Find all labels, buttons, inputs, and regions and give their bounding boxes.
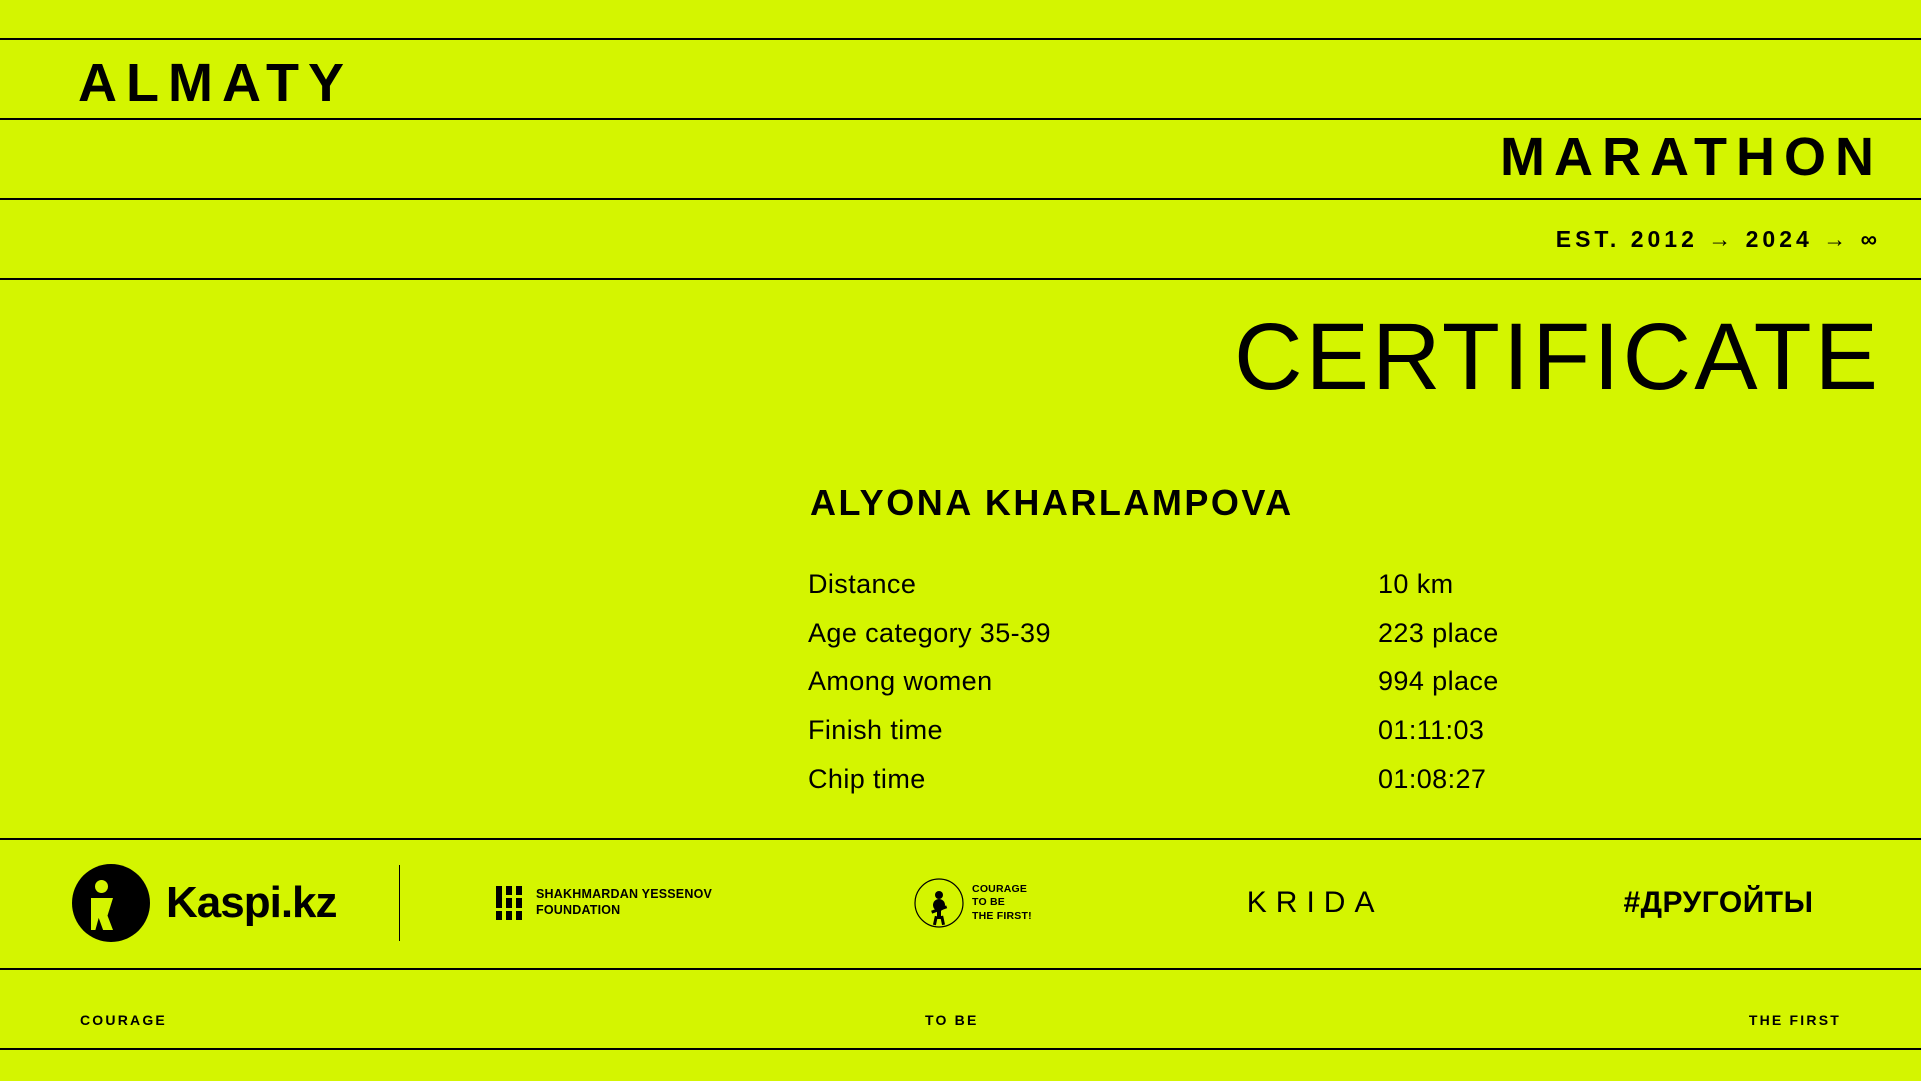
footer xyxy=(0,1012,1921,1028)
vertical-divider xyxy=(399,865,401,941)
sponsor-kaspi-label: Kaspi.kz xyxy=(166,878,337,927)
footer-center: TO BE xyxy=(925,1012,979,1028)
result-value: 01:11:03 xyxy=(1378,715,1485,746)
sponsor-strip xyxy=(0,838,1921,968)
divider-line xyxy=(0,118,1921,120)
kaspi-logo-icon xyxy=(72,864,150,942)
page-title: CERTIFICATE xyxy=(1233,304,1881,410)
courage-line1: COURAGE xyxy=(972,882,1028,895)
sponsor-courage-fund xyxy=(912,876,1032,930)
result-label: Finish time xyxy=(808,715,943,746)
result-label: Among women xyxy=(808,666,993,697)
athlete-name: ALYONA KHARLAMPOVA xyxy=(810,482,1294,523)
sponsor-yessenov xyxy=(496,886,712,920)
result-label: Age category 35-39 xyxy=(808,617,1051,648)
table-row xyxy=(808,667,1638,697)
sponsor-hashtag-label: #ДРУГОЙТЫ xyxy=(1623,886,1814,919)
table-row xyxy=(808,765,1638,795)
table-row xyxy=(808,570,1638,600)
sponsor-yessenov-line2: FOUNDATION xyxy=(536,903,621,917)
sponsor-yessenov-line1: SHAKHMARDAN YESSENOV xyxy=(536,887,713,902)
divider-line xyxy=(0,1048,1921,1050)
sponsor-krida-label: KRIDA xyxy=(1246,886,1384,919)
sponsor-kaspi xyxy=(72,864,337,942)
brand-almaty: ALMATY xyxy=(78,53,353,113)
table-row xyxy=(808,619,1638,649)
divider-line xyxy=(0,968,1921,970)
results-table xyxy=(808,570,1638,813)
result-value: 10 km xyxy=(1378,569,1454,599)
result-value: 01:08:27 xyxy=(1378,763,1487,794)
courage-fund-logo-icon xyxy=(912,876,966,930)
divider-line xyxy=(0,38,1921,40)
brand-marathon: MARATHON xyxy=(1500,127,1883,187)
divider-line xyxy=(0,198,1921,200)
result-label: Distance xyxy=(808,569,917,599)
footer-left: COURAGE xyxy=(80,1012,167,1028)
courage-line2: TO BE xyxy=(972,896,1005,909)
sponsor-courage-label xyxy=(972,883,1032,924)
result-label: Chip time xyxy=(808,763,926,794)
result-value: 994 place xyxy=(1378,666,1499,697)
footer-right: THE FIRST xyxy=(1748,1012,1841,1028)
result-value: 223 place xyxy=(1378,617,1499,648)
table-row xyxy=(808,716,1638,746)
divider-line xyxy=(0,278,1921,280)
yessenov-logo-icon xyxy=(496,886,526,920)
brand-established: EST. 2012 → 2024 → ∞ xyxy=(1555,226,1881,252)
sponsor-yessenov-label xyxy=(536,887,712,918)
courage-line3: THE FIRST! xyxy=(972,909,1032,922)
